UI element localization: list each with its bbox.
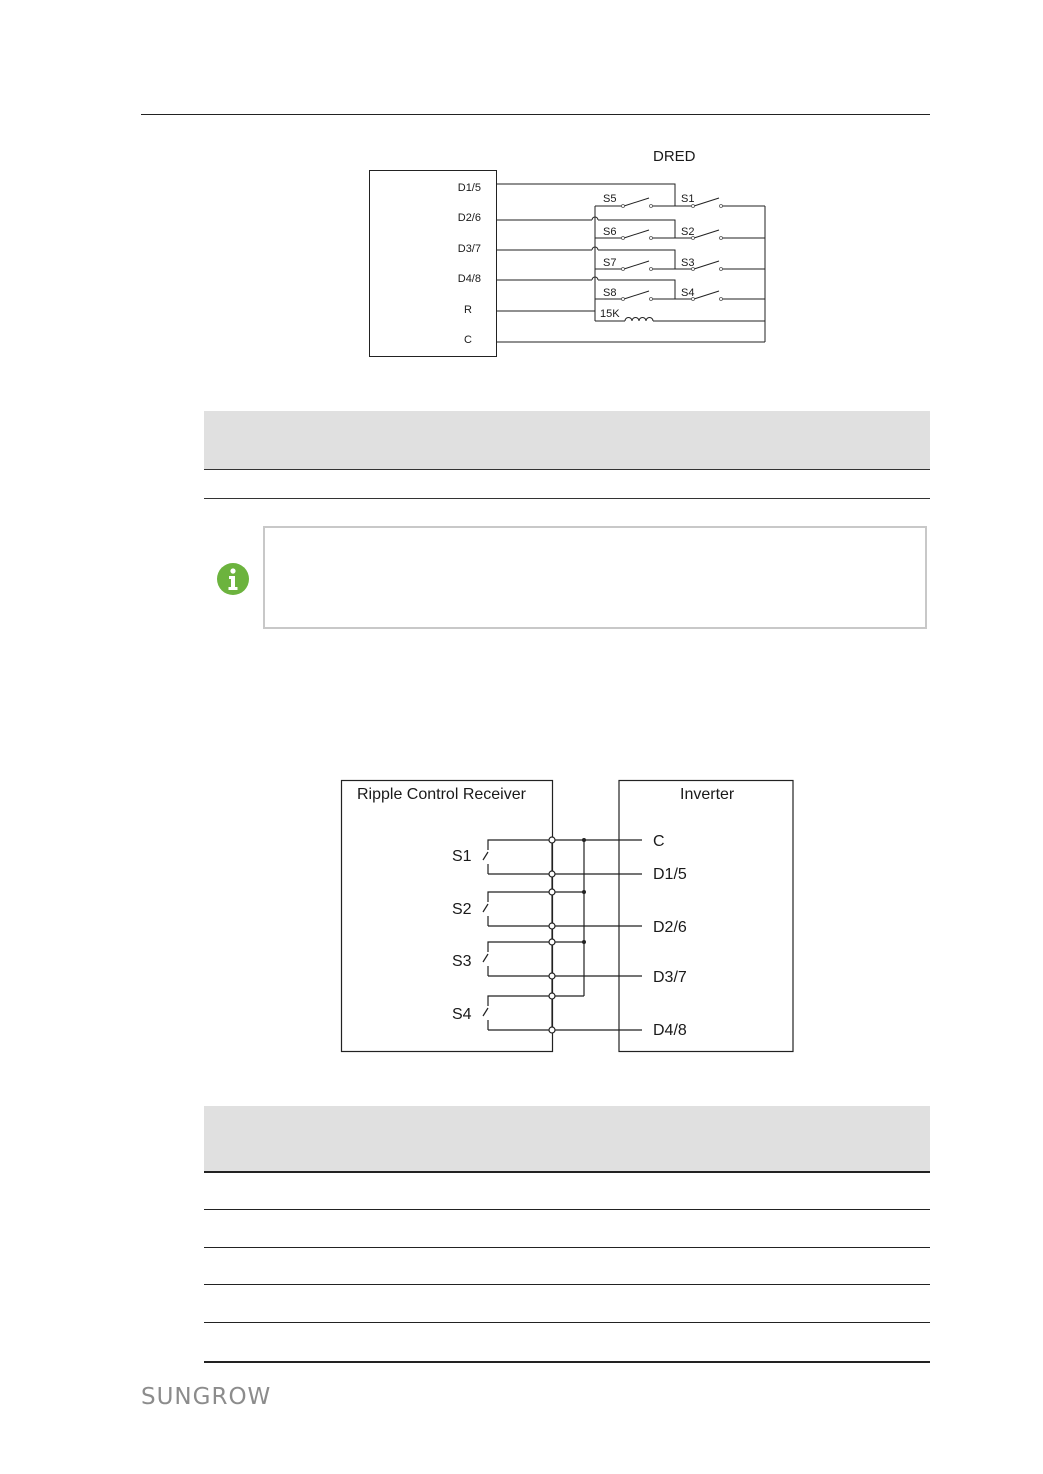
table1-header [204, 411, 930, 470]
dred-inverter-box [370, 171, 497, 357]
ripple-switch-s3: S3 [452, 953, 472, 970]
table2-bottom-rule [204, 1361, 930, 1363]
table2-row-rule-4 [204, 1322, 930, 1323]
dred-switch-s3: S3 [681, 257, 695, 269]
table2-row-rule-2 [204, 1247, 930, 1248]
ripple-terminal-d15: D1/5 [653, 866, 687, 883]
dred-switch-s4: S4 [681, 287, 695, 299]
ripple-control-wiring-diagram [335, 772, 800, 1062]
dred-switch-s8: S8 [603, 287, 617, 299]
ripple-switch-s2: S2 [452, 901, 472, 918]
info-icon [216, 562, 250, 596]
ripple-terminal-d48: D4/8 [653, 1022, 687, 1039]
table1-header-rule [204, 469, 930, 470]
ripple-receiver-box [342, 781, 553, 1052]
ripple-switch-s4: S4 [452, 1006, 472, 1023]
table2-row-rule-3 [204, 1284, 930, 1285]
dred-switch-s2: S2 [681, 226, 695, 238]
sungrow-logo: SUNGROW [141, 1384, 272, 1410]
header-rule [141, 114, 930, 115]
dred-terminal-c: C [464, 334, 472, 346]
dred-terminal-d37: D3/7 [457, 243, 481, 255]
dred-terminal-d15: D1/5 [457, 182, 481, 194]
ripple-receiver-title: Ripple Control Receiver [357, 786, 526, 803]
ripple-terminal-d37: D3/7 [653, 969, 687, 986]
dred-switch-s1: S1 [681, 193, 695, 205]
note-box [263, 526, 927, 629]
dred-terminal-d48: D4/8 [457, 273, 481, 285]
dred-title: DRED [653, 148, 696, 165]
dred-switch-s6: S6 [603, 226, 617, 238]
ripple-terminal-c: C [653, 833, 665, 850]
ripple-switch-s1: S1 [452, 848, 472, 865]
table2-row-rule-1 [204, 1209, 930, 1210]
dred-terminal-r: R [464, 304, 472, 316]
dred-resistor-label: 15K [600, 308, 620, 320]
dred-switch-s7: S7 [603, 257, 617, 269]
dred-switch-s5: S5 [603, 193, 617, 205]
table2-header-rule [204, 1171, 930, 1173]
dred-terminal-d26: D2/6 [457, 212, 481, 224]
table2-header [204, 1106, 930, 1172]
ripple-terminal-d26: D2/6 [653, 919, 687, 936]
ripple-inverter-box [619, 781, 793, 1052]
table1-row-rule [204, 498, 930, 499]
ripple-inverter-title: Inverter [680, 786, 735, 803]
dred-wiring-diagram [360, 140, 780, 365]
